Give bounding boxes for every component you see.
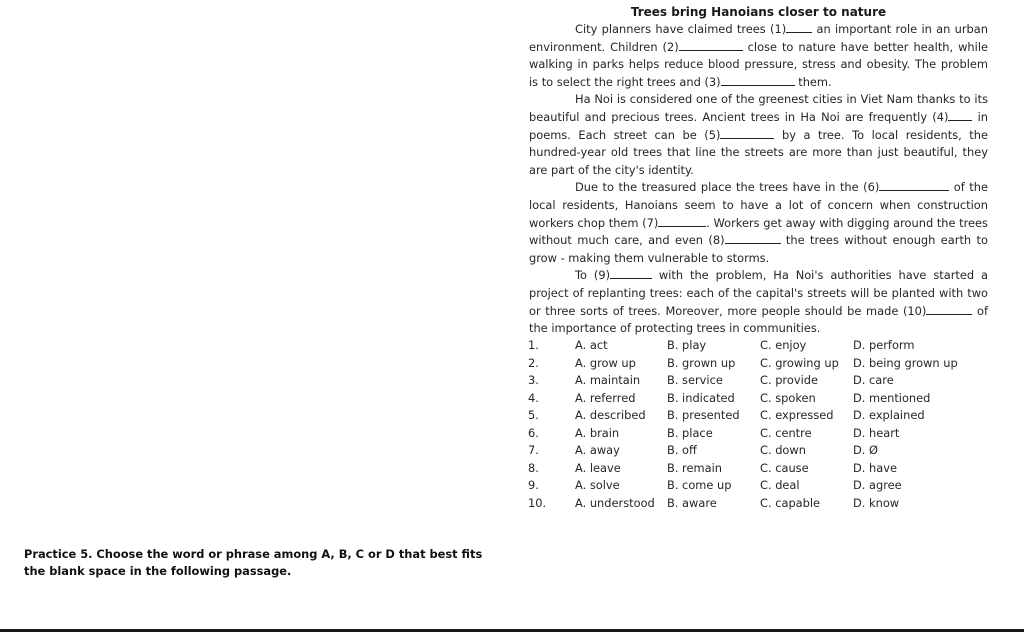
question-number: 9.: [528, 478, 539, 492]
option-row: [528, 355, 958, 373]
passage-text: of the importance of protecting trees in communities.: [529, 303, 988, 336]
option-c: C. cause: [760, 460, 809, 475]
option-b: B. place: [667, 425, 713, 440]
option-d: D. Ø: [853, 443, 878, 457]
option-b: B. remain: [667, 460, 722, 475]
option-a: A. away: [575, 443, 620, 457]
question-number: 6.: [528, 425, 539, 440]
passage-text: with the problem, Ha Noi's authorities have started a project of replanting trees: each of the capital's streets will be planted with two or three sorts of trees. Moreover, more people should be made (10): [529, 268, 988, 318]
question-number: 10.: [528, 495, 547, 510]
option-b: B. come up: [667, 478, 732, 492]
option-d: D. agree: [853, 478, 902, 492]
option-d: D. know: [853, 495, 900, 510]
question-number: 7.: [528, 443, 539, 457]
option-a: A. brain: [575, 425, 620, 440]
question-number: 5.: [528, 408, 539, 422]
option-c: C. spoken: [760, 390, 816, 405]
option-row: [528, 425, 958, 443]
option-d: D. mentioned: [853, 390, 931, 405]
passage-text: close to nature have better health, while walking in parks helps reduce blood pressure, stress and obesity. The problem is to select the right trees and (3): [529, 39, 988, 89]
option-a: A. understood: [575, 495, 655, 510]
answer-blank: [658, 215, 706, 227]
passage-paragraph: [529, 179, 988, 267]
passage-text: the trees without enough earth to grow - making them vulnerable to storms.: [529, 233, 988, 265]
passage-text: in poems. Each street can be (5): [529, 109, 988, 142]
option-row: [528, 477, 958, 495]
question-number: 4.: [528, 390, 539, 405]
option-c: C. centre: [760, 425, 812, 440]
question-number: 1.: [528, 338, 539, 352]
option-b: B. off: [667, 443, 697, 457]
option-row: [528, 337, 958, 355]
passage-text: City planners have claimed trees (1): [575, 22, 787, 36]
option-a: A. leave: [575, 460, 621, 475]
option-a: A. solve: [575, 478, 620, 492]
passage-text: an important role in an urban environment. Children (2): [529, 22, 988, 54]
passage-title: Trees bring Hanoians closer to nature: [630, 5, 887, 19]
option-c: C. provide: [760, 373, 818, 387]
option-b: B. indicated: [667, 390, 735, 405]
option-b: B. aware: [667, 495, 717, 510]
option-c: C. enjoy: [760, 338, 807, 352]
answer-blank: [721, 74, 795, 86]
option-row: [528, 372, 958, 390]
option-c: C. deal: [760, 478, 800, 492]
passage-text: of the local residents, Hanoians seem to have a lot of concern when construction workers chop them (7): [529, 180, 988, 230]
passage-text: by a tree. To local residents, the hundred-year old trees that line the streets are more than just beautiful, they are part of the city's identity.: [529, 127, 988, 177]
option-d: D. being grown up: [853, 355, 958, 370]
option-c: C. growing up: [760, 355, 839, 370]
passage-paragraph: [529, 91, 988, 179]
practice-instruction: Practice 5. Choose the word or phrase among A, B, C or D that best fits the blank space in the following passage.: [24, 547, 483, 578]
option-d: D. perform: [853, 338, 915, 352]
answer-blank: [786, 21, 812, 33]
passage-text: . Workers get away with digging around the trees without much care, and even (8): [529, 215, 988, 248]
option-c: C. down: [760, 443, 806, 457]
passage-paragraph: [529, 267, 988, 337]
option-d: D. care: [853, 373, 894, 387]
passage-text: Due to the treasured place the trees have in the (6): [575, 180, 880, 195]
option-row: [528, 460, 958, 478]
option-a: A. maintain: [575, 373, 641, 387]
option-a: A. referred: [575, 390, 636, 405]
passage: [529, 0, 988, 338]
question-number: 3.: [528, 373, 539, 387]
option-b: B. play: [667, 338, 707, 352]
option-row: [528, 407, 958, 425]
passage-body: [529, 21, 988, 338]
option-row: [528, 442, 958, 460]
question-number: 2.: [528, 355, 539, 370]
passage-text: Ha Noi is considered one of the greenest cities in Viet Nam thanks to its beautiful and precious trees. Ancient trees in Ha Noi are frequently (4): [529, 92, 988, 124]
answer-blank: [879, 179, 949, 191]
option-b: B. grown up: [667, 355, 736, 370]
option-a: A. grow up: [575, 355, 636, 370]
option-b: B. presented: [667, 408, 740, 422]
answer-blank: [679, 39, 743, 51]
answer-blank: [948, 109, 972, 121]
option-row: [528, 495, 958, 513]
option-d: D. heart: [853, 425, 900, 440]
question-number: 8.: [528, 460, 539, 475]
option-c: C. expressed: [760, 408, 834, 422]
passage-paragraph: [529, 21, 988, 91]
passage-text: them.: [794, 74, 832, 89]
option-d: D. explained: [853, 408, 925, 422]
answer-blank: [725, 232, 781, 244]
answer-blank: [610, 267, 652, 279]
options-table: [528, 337, 958, 512]
option-a: A. act: [575, 338, 608, 352]
option-d: D. have: [853, 460, 897, 475]
option-a: A. described: [575, 408, 646, 422]
answer-blank: [926, 303, 972, 315]
option-row: [528, 390, 958, 408]
option-b: B. service: [667, 373, 723, 387]
passage-text: To (9): [575, 268, 611, 283]
answer-blank: [720, 127, 774, 139]
option-c: C. capable: [760, 495, 821, 510]
